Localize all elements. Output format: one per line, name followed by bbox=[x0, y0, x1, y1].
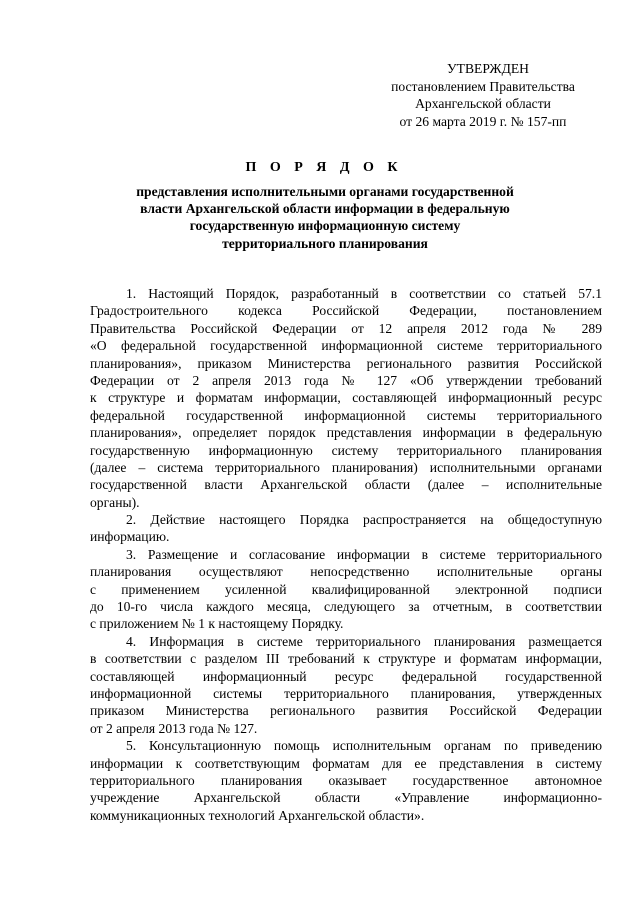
paragraph-3-line: до 10-го числа каждого месяца, следующего за отчетным, в соответствии bbox=[90, 599, 602, 615]
paragraph-5-line: учреждение Архангельской области «Управление информационно- bbox=[90, 790, 602, 806]
approval-title: УТВЕРЖДЕН bbox=[447, 61, 529, 76]
paragraph-4-line: в соответствии с разделом III требований к структуре и форматам информации, bbox=[90, 651, 602, 667]
paragraph-1-line: Градостроительного кодекса Российской Федерации, постановлением bbox=[90, 303, 602, 319]
paragraph-4-line: приказом Министерства регионального развития Российской Федерации bbox=[90, 703, 602, 719]
paragraph-2-line: 2. Действие настоящего Порядка распространяется на общедоступную bbox=[126, 512, 602, 528]
subtitle-line: власти Архангельской области информации в федеральную bbox=[140, 201, 510, 217]
paragraph-3-line: с приложением № 1 к настоящему Порядку. bbox=[90, 616, 344, 632]
paragraph-1-line: планирования», определяет порядок представления информации в федеральную bbox=[90, 425, 602, 441]
paragraph-4-line: составляющей информационный ресурс федеральной государственной bbox=[90, 668, 602, 684]
paragraph-5-line: 5. Консультационную помощь исполнительным органам по приведению bbox=[126, 738, 602, 754]
paragraph-1-line: Правительства Российской Федерации от 12 апреля 2012 года № 289 bbox=[90, 320, 602, 336]
paragraph-1-line: государственной власти Архангельской области (далее – исполнительные bbox=[90, 477, 602, 493]
paragraph-4-line: от 2 апреля 2013 года № 127. bbox=[90, 720, 258, 736]
paragraph-3-line: с применением усиленной квалифицированной электронной подписи bbox=[90, 581, 602, 597]
paragraph-5-line: территориального планирования оказывает государственное автономное bbox=[90, 772, 602, 788]
document-title: П О Р Я Д О К bbox=[245, 160, 403, 175]
document-body bbox=[90, 285, 602, 824]
paragraph-1-line: 1. Настоящий Порядок, разработанный в соответствии со статьей 57.1 bbox=[126, 286, 602, 301]
paragraph-5-line: информации к соответствующим форматам для ее представления в систему bbox=[90, 755, 602, 771]
subtitle-line: государственную информационную систему bbox=[189, 218, 461, 234]
document-subtitle bbox=[80, 183, 570, 252]
paragraph-5-line: коммуникационных технологий Архангельской области». bbox=[90, 807, 425, 823]
paragraph-1-line: к структуре и форматам информации, составляющей информационный ресурс bbox=[90, 390, 602, 406]
paragraph-1-line: государственную информационную систему территориального планирования bbox=[90, 442, 602, 458]
paragraph-1-line: «О федеральной государственной информационной системе территориального bbox=[90, 338, 602, 354]
paragraph-1-line: органы). bbox=[90, 494, 140, 510]
subtitle-line: территориального планирования bbox=[222, 235, 428, 251]
paragraph-1-line: федеральной государственной информационной системы территориального bbox=[90, 407, 602, 423]
paragraph-2-line: информацию. bbox=[90, 529, 170, 545]
approval-line-1: постановлением Правительства bbox=[391, 78, 575, 94]
paragraph-1-line: Федерации от 2 апреля 2013 года № 127 «Об утверждении требований bbox=[90, 372, 602, 388]
paragraph-1-line: (далее – система территориального планирования) исполнительными органами bbox=[90, 459, 602, 475]
paragraph-3-line: 3. Размещение и согласование информации в системе территориального bbox=[126, 546, 602, 562]
subtitle-line: представления исполнительными органами государственной bbox=[136, 184, 514, 199]
paragraph-4-line: информационной системы территориального планирования, утвержденных bbox=[90, 685, 602, 701]
paragraph-1-line: планирования», приказом Министерства регионального развития Российской bbox=[90, 355, 602, 371]
approval-line-3: от 26 марта 2019 г. № 157-пп bbox=[399, 113, 567, 129]
approval-block bbox=[360, 60, 606, 130]
approval-line-2: Архангельской области bbox=[415, 96, 551, 111]
paragraph-4-line: 4. Информация в системе территориального планирования размещается bbox=[126, 633, 602, 649]
paragraph-3-line: планирования осуществляют непосредственно исполнительные органы bbox=[90, 564, 602, 580]
